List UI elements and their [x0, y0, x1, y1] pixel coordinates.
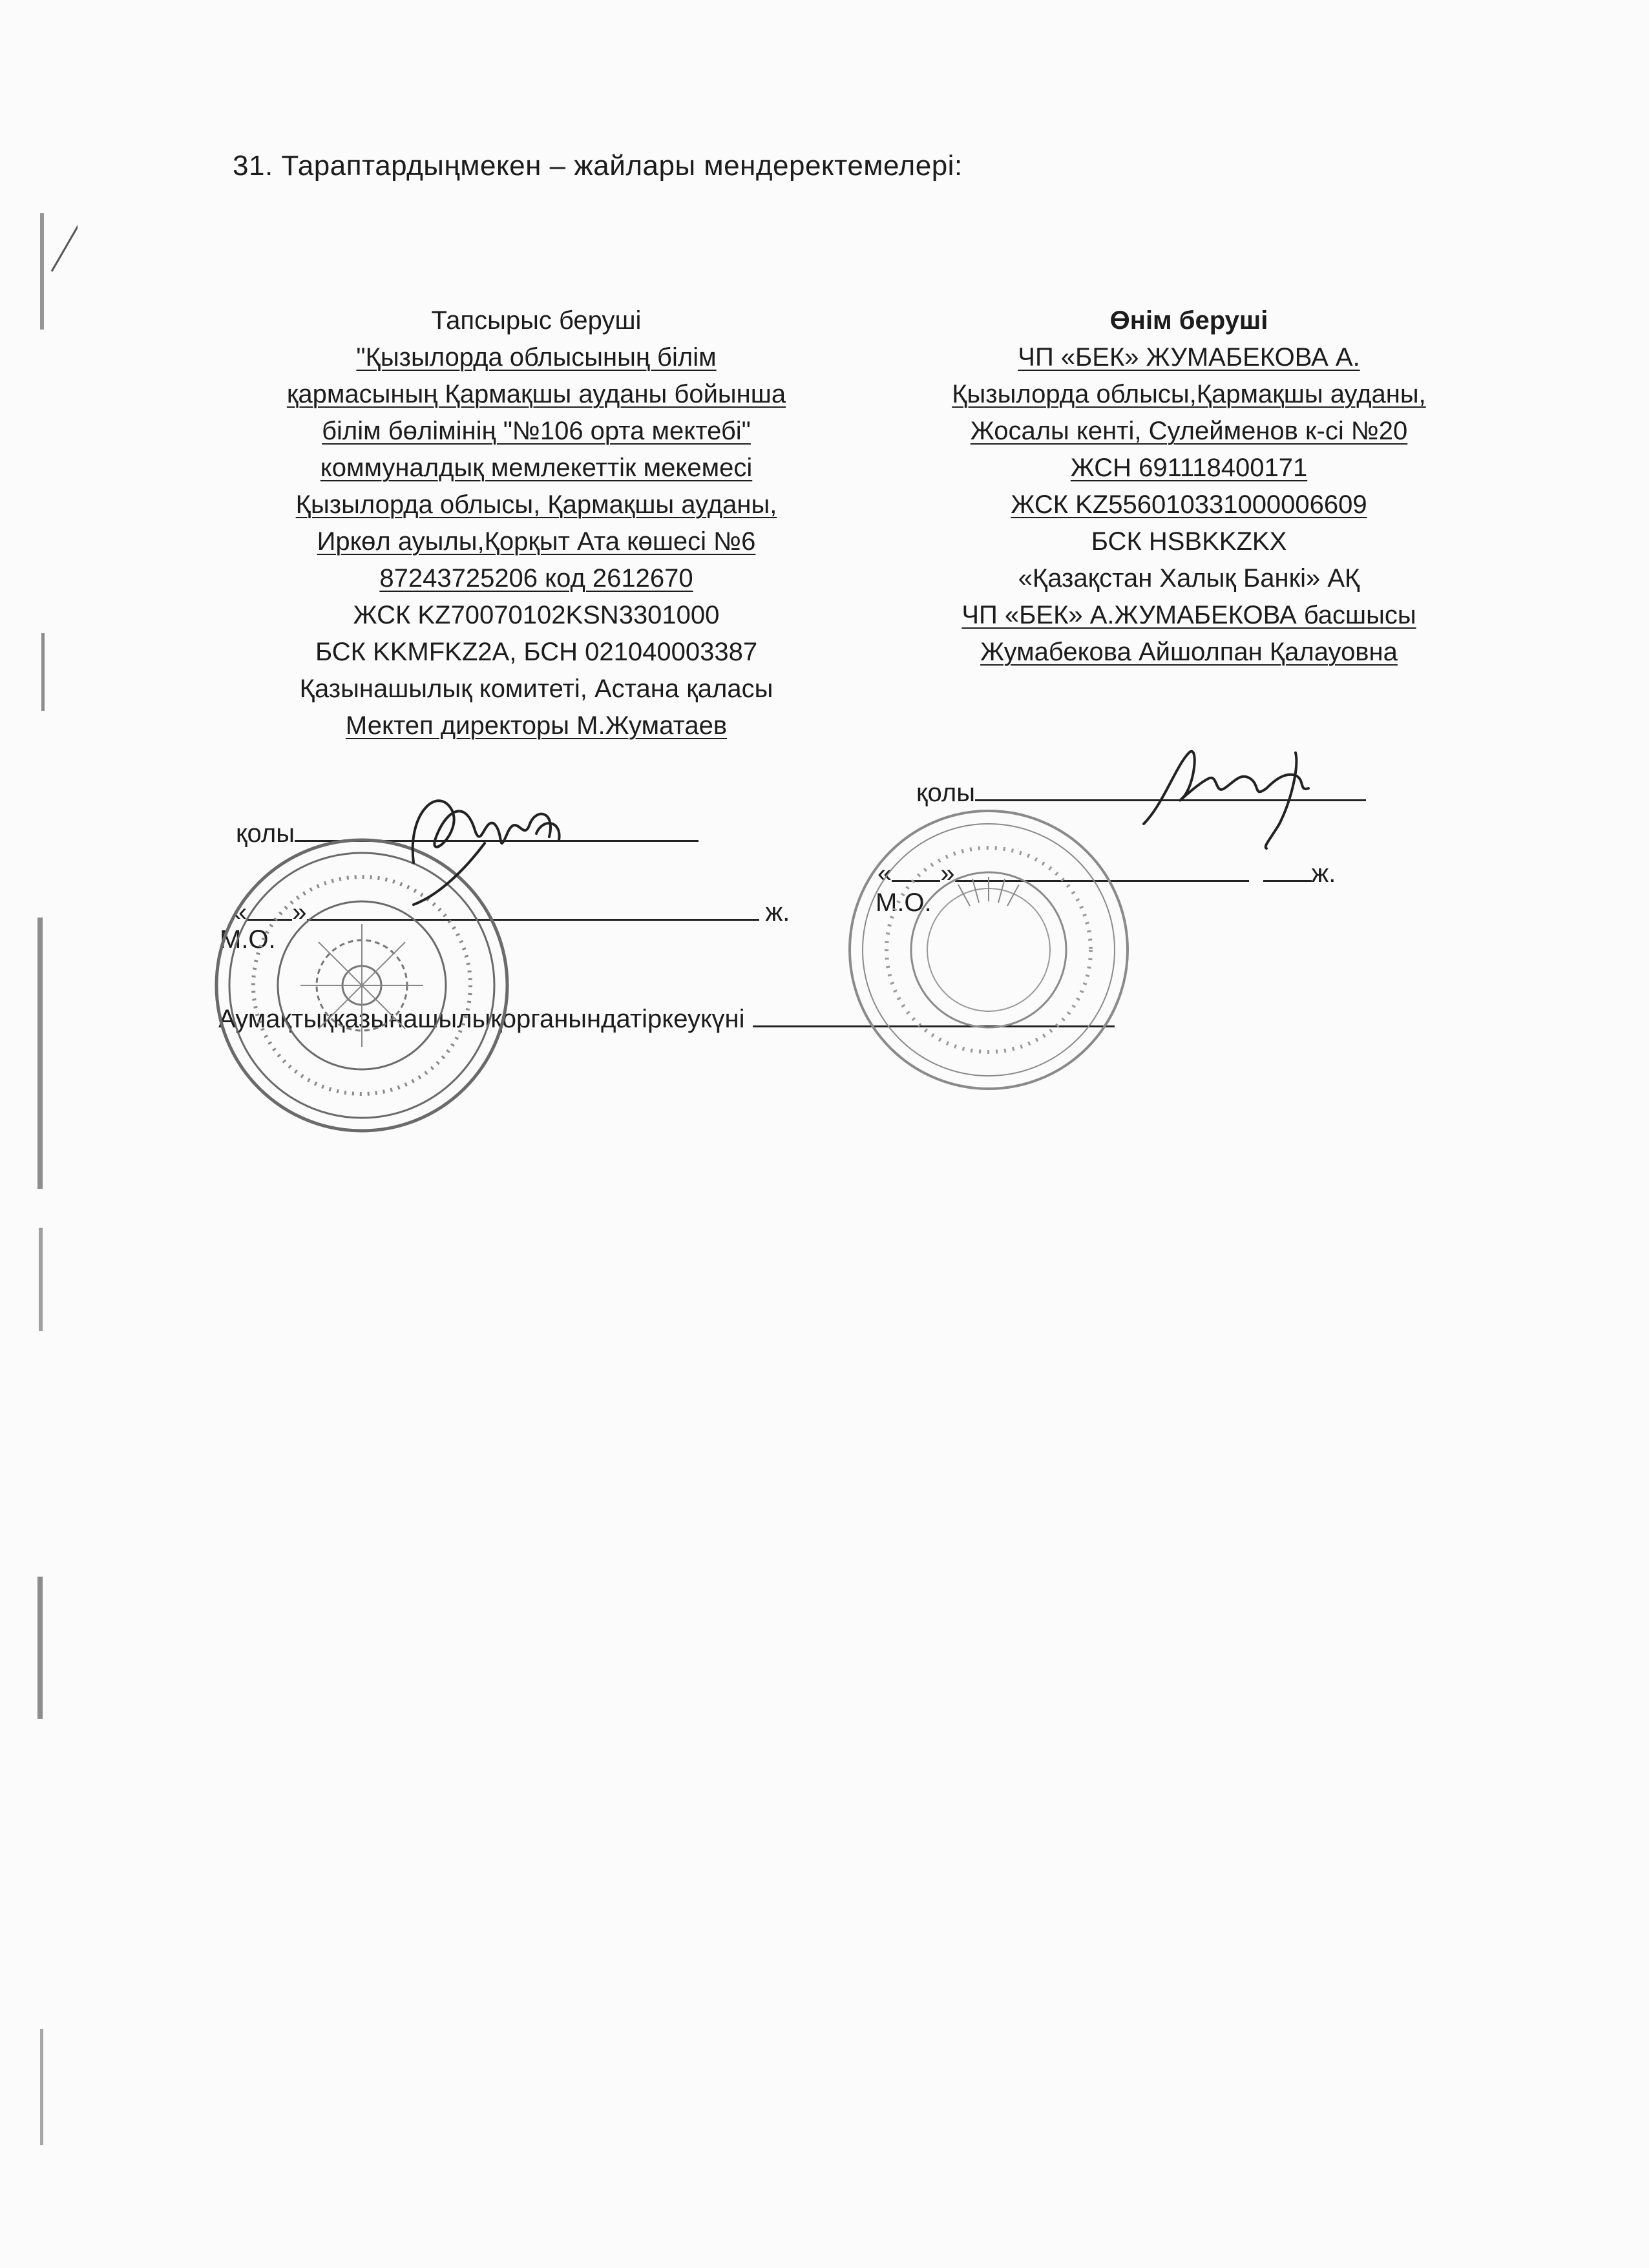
customer-signature	[388, 772, 575, 908]
supplier-line: Жумабекова Айшолпан Қалауовна	[980, 638, 1398, 666]
customer-signature-label: қолы	[236, 819, 295, 848]
customer-line: білім бөлімінің "№106 орта мектебі"	[322, 417, 751, 445]
section-heading: 31. Тараптардыңмекен – жайлары мендеректемелері:	[233, 150, 963, 182]
supplier-line: «Қазақстан Халық Банкі» АҚ	[1018, 564, 1360, 593]
customer-title: Тапсырыс беруші	[431, 306, 642, 335]
supplier-year-suffix: ж.	[1311, 859, 1336, 888]
supplier-line: ЖСК KZ556010331000006609	[1011, 490, 1367, 519]
supplier-line: ЖСН 691118400171	[1070, 454, 1308, 482]
supplier-line: Жосалы кенті, Сулейменов к-сі №20	[970, 417, 1408, 445]
supplier-signature	[1137, 727, 1325, 850]
customer-line: Иркөл ауылы,Қорқыт Ата көшесі №6	[317, 527, 756, 556]
customer-date-close: »	[292, 898, 307, 927]
supplier-line: БСК HSBKKZKX	[1091, 527, 1287, 556]
supplier-stamp-label: М.О.	[876, 888, 932, 917]
supplier-date-close: »	[940, 859, 955, 888]
customer-line: БСК KKMFKZ2A, БСН 021040003387	[315, 638, 758, 666]
customer-line: қармасының Қармақшы ауданы бойынша	[286, 380, 786, 408]
supplier-line: ЧП «БЕК» А.ЖУМАБЕКОВА басшысы	[961, 601, 1416, 629]
customer-stamp-label: М.О.	[220, 925, 276, 954]
supplier-line: ЧП «БЕК» ЖУМАБЕКОВА А.	[1018, 343, 1360, 372]
supplier-date-open: «	[877, 859, 892, 888]
customer-line: коммуналдық мемлекеттік мекемесі	[320, 454, 753, 482]
customer-director-line: Мектеп директоры М.Жуматаев	[345, 711, 728, 740]
customer-details	[213, 302, 859, 744]
scan-edge-artifact	[0, 0, 78, 2268]
registration-label: Аумақтыққазынашылықорганындатіркеукүні	[218, 1005, 745, 1033]
supplier-line: Қызылорда облысы,Қармақшы ауданы,	[952, 380, 1426, 408]
customer-line: 87243725206 код 2612670	[379, 564, 693, 593]
customer-line: ЖСК KZ70070102KSN3301000	[353, 601, 720, 629]
supplier-stamp-seal	[843, 804, 1134, 1095]
customer-line: "Қызылорда облысының білім	[356, 343, 717, 372]
customer-line: Қызылорда облысы, Қармақшы ауданы,	[295, 490, 777, 519]
customer-line: Қазынашылық комитеті, Астана қаласы	[299, 675, 773, 703]
supplier-signature-label: қолы	[916, 779, 975, 807]
customer-date-open: «	[233, 898, 247, 927]
customer-year-suffix: ж.	[765, 898, 790, 927]
supplier-title: Өнім беруші	[1109, 306, 1268, 335]
supplier-details	[866, 302, 1512, 671]
supplier-year-line	[1263, 880, 1312, 882]
